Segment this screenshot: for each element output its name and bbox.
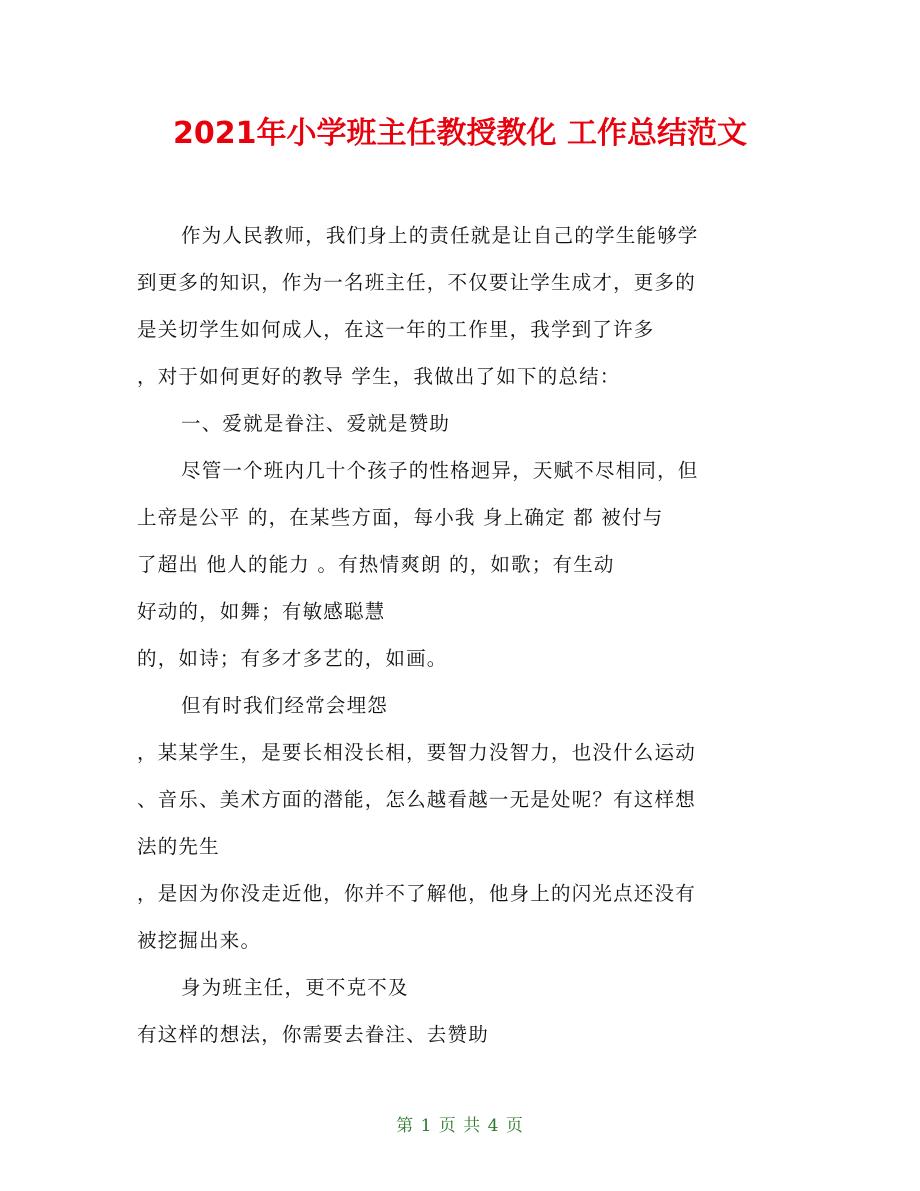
paragraph-line: 身为班主任，更不克不及 bbox=[181, 976, 409, 999]
document-title: 2021年小学班主任教授教化 工作总结范文 bbox=[173, 116, 747, 151]
paragraph-line: 上帝是公平 的，在某些方面，每小我 身上确定 都 被付与 bbox=[137, 506, 664, 529]
document-body bbox=[137, 212, 797, 1058]
paragraph-line: 被挖掘出来。 bbox=[137, 929, 262, 952]
paragraph-line: 了超出 他人的能力 。有热情爽朗 的，如歌；有生动 bbox=[137, 553, 615, 576]
paragraph-line: 一、爱就是眷注、爱就是赞助 bbox=[181, 412, 451, 435]
paragraph-line: 的，如诗；有多才多艺的，如画。 bbox=[137, 647, 448, 670]
paragraph-line: ，是因为你没走近他，你并不了解他，他身上的闪光点还没有 bbox=[137, 882, 696, 905]
paragraph-line: 是关切学生如何成人，在这一年的工作里，我学到了许多 bbox=[137, 318, 655, 341]
paragraph-line: ，对于如何更好的教导 学生，我做出了如下的总结： bbox=[137, 365, 621, 388]
paragraph-line: 法的先生 bbox=[137, 835, 220, 858]
page-footer: 第 1 页 共 4 页 bbox=[396, 1116, 524, 1136]
paragraph-line: 有这样的想法，你需要去眷注、去赞助 bbox=[137, 1023, 489, 1046]
paragraph-line: ，某某学生，是要长相没长相，要智力没智力，也没什么运动 bbox=[137, 741, 696, 764]
paragraph-line: 但有时我们经常会埋怨 bbox=[181, 694, 389, 717]
paragraph-line: 到更多的知识，作为一名班主任，不仅要让学生成才，更多的 bbox=[137, 271, 696, 294]
paragraph-line: 好动的，如舞；有敏感聪慧 bbox=[137, 600, 386, 623]
paragraph-line: 作为人民教师，我们身上的责任就是让自己的学生能够学 bbox=[181, 224, 699, 247]
paragraph-line: 、音乐、美术方面的潜能，怎么越看越一无是处呢？有这样想 bbox=[137, 788, 696, 811]
paragraph-line: 尽管一个班内几十个孩子的性格迥异，天赋不尽相同，但 bbox=[181, 459, 699, 482]
